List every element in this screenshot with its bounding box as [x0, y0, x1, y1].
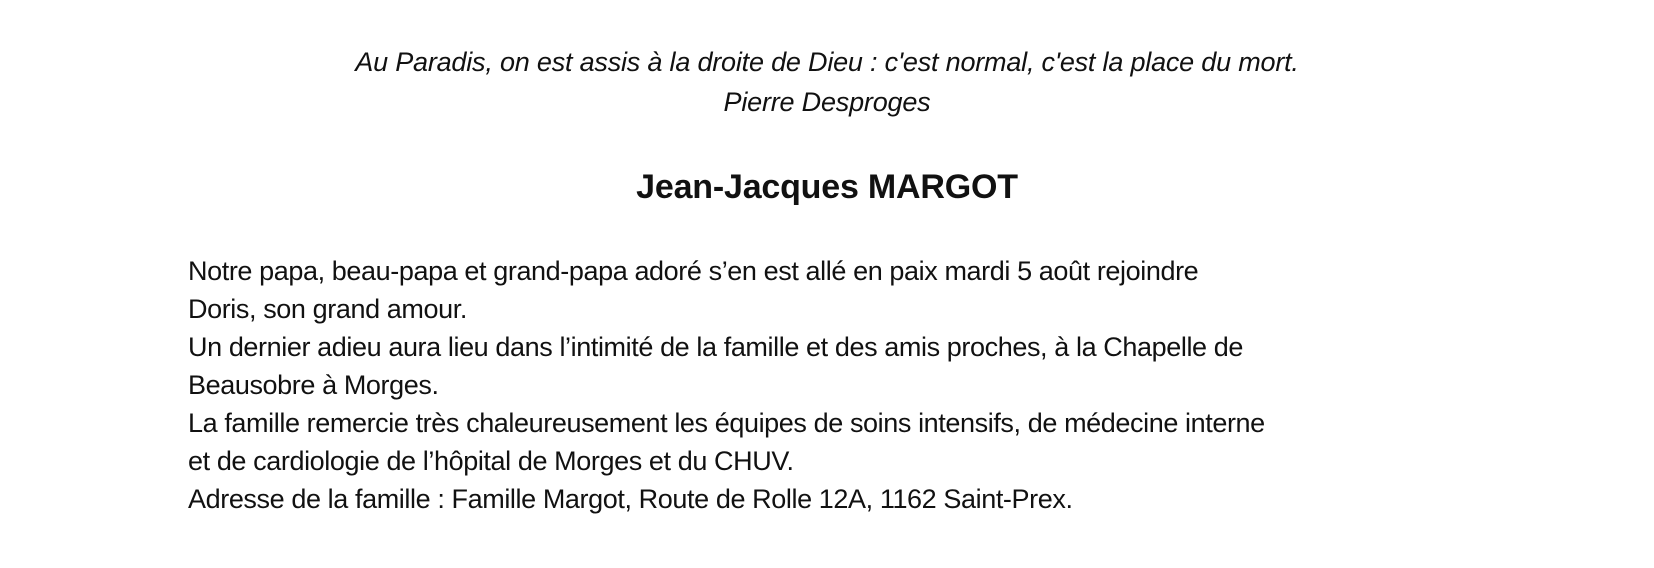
- body-line: Un dernier adieu aura lieu dans l’intimité de la famille et des amis proches, à la Chapelle de: [188, 332, 1244, 362]
- epigraph-quote: [0, 0, 1654, 122]
- body-line: et de cardiologie de l’hôpital de Morges et du CHUV.: [188, 446, 794, 476]
- body-line: Adresse de la famille : Famille Margot, Route de Rolle 12A, 1162 Saint-Prex.: [188, 484, 1073, 514]
- obituary-body: [188, 252, 1594, 518]
- body-line: La famille remercie très chaleureusement les équipes de soins intensifs, de médecine interne: [188, 408, 1265, 438]
- body-line: Doris, son grand amour.: [188, 294, 467, 324]
- body-line: Notre papa, beau-papa et grand-papa adoré s’en est allé en paix mardi 5 août rejoindre: [188, 256, 1199, 286]
- page-title: Jean-Jacques MARGOT: [636, 168, 1018, 206]
- quote-text: Au Paradis, on est assis à la droite de Dieu : c'est normal, c'est la place du mort.: [355, 47, 1299, 77]
- quote-author: Pierre Desproges: [723, 87, 931, 117]
- body-line: Beausobre à Morges.: [188, 370, 439, 400]
